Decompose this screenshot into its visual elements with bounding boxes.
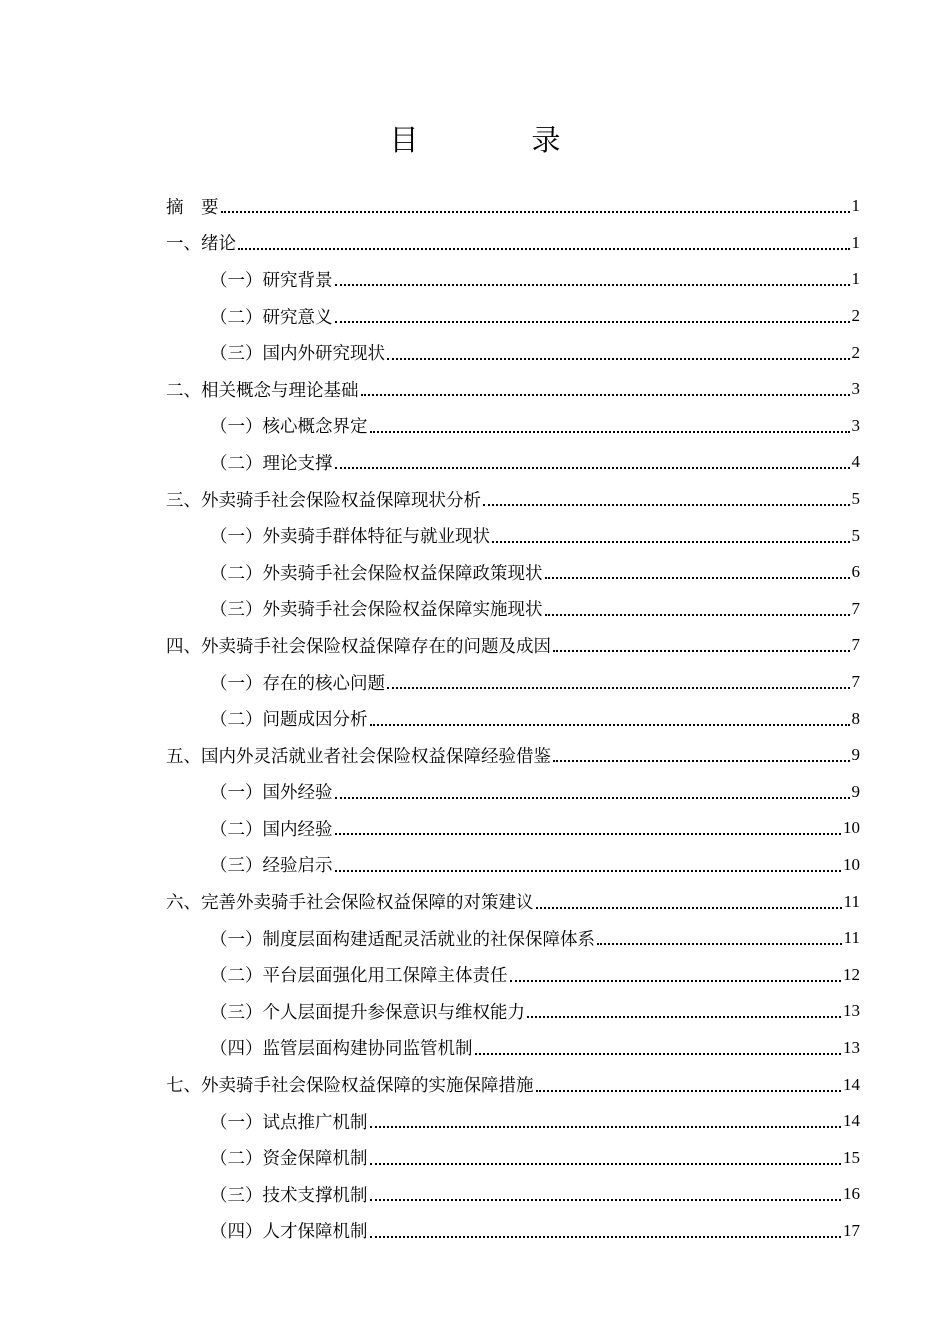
toc-entry-label: （二）问题成因分析	[210, 710, 368, 731]
toc-entry[interactable]	[166, 956, 860, 993]
toc-entry-label: （二）平台层面强化用工保障主体责任	[210, 966, 508, 987]
toc-entry-page-number: 10	[843, 818, 860, 838]
dot-leader	[553, 650, 850, 652]
dot-leader	[238, 248, 850, 250]
toc-entry-page-number: 4	[851, 452, 860, 472]
toc-entry-page-number: 16	[843, 1184, 860, 1204]
toc-entry[interactable]	[166, 664, 860, 701]
toc-entry-label: 三、外卖骑手社会保险权益保障现状分析	[166, 490, 481, 511]
toc-entry-page-number: 9	[851, 781, 860, 801]
toc-entry-page-number: 8	[851, 708, 860, 728]
toc-entry-label: （四）人才保障机制	[210, 1222, 368, 1243]
toc-entry-page-number: 3	[851, 379, 860, 399]
toc-entry-label: （三）经验启示	[210, 856, 333, 877]
toc-entry[interactable]	[166, 517, 860, 554]
toc-entry-page-number: 9	[851, 745, 860, 765]
toc-entry-page-number: 11	[843, 891, 860, 911]
toc-entry-page-number: 1	[851, 232, 860, 252]
toc-entry[interactable]	[166, 1030, 860, 1067]
dot-leader	[536, 1090, 842, 1092]
toc-entry-page-number: 5	[851, 525, 860, 545]
dot-leader	[335, 797, 850, 799]
toc-entry-label: （三）外卖骑手社会保险权益保障实施现状	[210, 600, 543, 621]
toc-entry[interactable]	[166, 627, 860, 664]
dot-leader	[370, 1126, 842, 1128]
toc-entry-label: 六、完善外卖骑手社会保险权益保障的对策建议	[166, 893, 534, 914]
toc-entry-page-number: 2	[851, 306, 860, 326]
toc-entry[interactable]	[166, 847, 860, 884]
toc-entry-page-number: 12	[843, 964, 860, 984]
toc-entry-label: （二）外卖骑手社会保险权益保障政策现状	[210, 563, 543, 584]
toc-entry-page-number: 17	[843, 1220, 860, 1240]
toc-entry[interactable]	[166, 261, 860, 298]
toc-entry-label: 七、外卖骑手社会保险权益保障的实施保障措施	[166, 1076, 534, 1097]
dot-leader	[492, 541, 850, 543]
dot-leader	[335, 467, 850, 469]
toc-entry-label: （四）监管层面构建协同监管机制	[210, 1039, 473, 1060]
toc-title: 目 录	[389, 123, 603, 157]
toc-entry-page-number: 13	[843, 1037, 860, 1057]
toc-entry-page-number: 7	[851, 598, 860, 618]
toc-entry-page-number: 5	[851, 489, 860, 509]
toc-entry-page-number: 10	[843, 854, 860, 874]
dot-leader	[335, 870, 842, 872]
toc-entry-page-number: 6	[851, 562, 860, 582]
toc-entry-label: （一）研究背景	[210, 270, 333, 291]
toc-entry-page-number: 11	[843, 928, 860, 948]
toc-entry-label: （三）技术支撑机制	[210, 1185, 368, 1206]
toc-entry-label: 一、绪论	[166, 234, 236, 255]
toc-entry[interactable]	[166, 1139, 860, 1176]
toc-entry-page-number: 14	[843, 1111, 860, 1131]
toc-entry[interactable]	[166, 920, 860, 957]
toc-entry[interactable]	[166, 334, 860, 371]
toc-entry[interactable]	[166, 810, 860, 847]
toc-entry-page-number: 3	[851, 415, 860, 435]
toc-entry-label: 二、相关概念与理论基础	[166, 380, 359, 401]
toc-entry[interactable]	[166, 993, 860, 1030]
toc-entry-label: （二）资金保障机制	[210, 1149, 368, 1170]
dot-leader	[335, 284, 850, 286]
toc-entry-label: （一）核心概念界定	[210, 417, 368, 438]
toc-entry[interactable]	[166, 737, 860, 774]
toc-entry[interactable]	[166, 1066, 860, 1103]
toc-entry-label: （一）存在的核心问题	[210, 673, 385, 694]
toc-entry-label: （三）国内外研究现状	[210, 344, 385, 365]
table-of-contents	[166, 188, 860, 1249]
toc-entry-label: （一）国外经验	[210, 783, 333, 804]
dot-leader	[370, 1163, 842, 1165]
toc-entry[interactable]	[166, 444, 860, 481]
toc-entry[interactable]	[166, 1176, 860, 1213]
dot-leader	[387, 687, 850, 689]
toc-entry[interactable]	[166, 298, 860, 335]
toc-entry-label: （一）制度层面构建适配灵活就业的社保保障体系	[210, 929, 595, 950]
dot-leader	[545, 614, 850, 616]
dot-leader	[475, 1053, 842, 1055]
toc-entry-page-number: 7	[851, 672, 860, 692]
toc-entry-page-number: 1	[851, 196, 860, 216]
dot-leader	[387, 358, 850, 360]
toc-entry-label: （二）理论支撑	[210, 453, 333, 474]
toc-entry[interactable]	[166, 408, 860, 445]
toc-entry-page-number: 13	[843, 1001, 860, 1021]
toc-entry-label: （二）研究意义	[210, 307, 333, 328]
toc-entry[interactable]	[166, 225, 860, 262]
dot-leader	[370, 431, 850, 433]
toc-entry-label: 四、外卖骑手社会保险权益保障存在的问题及成因	[166, 636, 551, 657]
toc-entry[interactable]	[166, 700, 860, 737]
toc-entry[interactable]	[166, 371, 860, 408]
toc-entry[interactable]	[166, 481, 860, 518]
toc-entry[interactable]	[166, 1213, 860, 1250]
dot-leader	[335, 833, 842, 835]
dot-leader	[221, 211, 850, 213]
toc-entry[interactable]	[166, 883, 860, 920]
dot-leader	[527, 1016, 841, 1018]
dot-leader	[510, 980, 842, 982]
toc-entry-page-number: 7	[851, 635, 860, 655]
toc-entry-page-number: 2	[851, 342, 860, 362]
dot-leader	[370, 724, 850, 726]
toc-entry-page-number: 14	[843, 1074, 860, 1094]
dot-leader	[545, 577, 850, 579]
dot-leader	[361, 394, 850, 396]
toc-entry-page-number: 1	[851, 269, 860, 289]
dot-leader	[553, 760, 850, 762]
dot-leader	[483, 504, 850, 506]
dot-leader	[335, 321, 850, 323]
toc-entry-label: （一）外卖骑手群体特征与就业现状	[210, 527, 490, 548]
toc-entry-label: （二）国内经验	[210, 819, 333, 840]
toc-entry-label: （三）个人层面提升参保意识与维权能力	[210, 1002, 525, 1023]
toc-entry[interactable]	[166, 774, 860, 811]
toc-entry-label: （一）试点推广机制	[210, 1112, 368, 1133]
dot-leader	[370, 1236, 842, 1238]
dot-leader	[597, 943, 842, 945]
dot-leader	[536, 907, 842, 909]
toc-entry-label: 五、国内外灵活就业者社会保险权益保障经验借鉴	[166, 746, 551, 767]
dot-leader	[370, 1199, 842, 1201]
toc-entry[interactable]	[166, 188, 860, 225]
toc-entry[interactable]	[166, 554, 860, 591]
toc-entry-page-number: 15	[843, 1147, 860, 1167]
toc-entry[interactable]	[166, 591, 860, 628]
toc-entry-label: 摘 要	[166, 197, 219, 218]
toc-entry[interactable]	[166, 1103, 860, 1140]
